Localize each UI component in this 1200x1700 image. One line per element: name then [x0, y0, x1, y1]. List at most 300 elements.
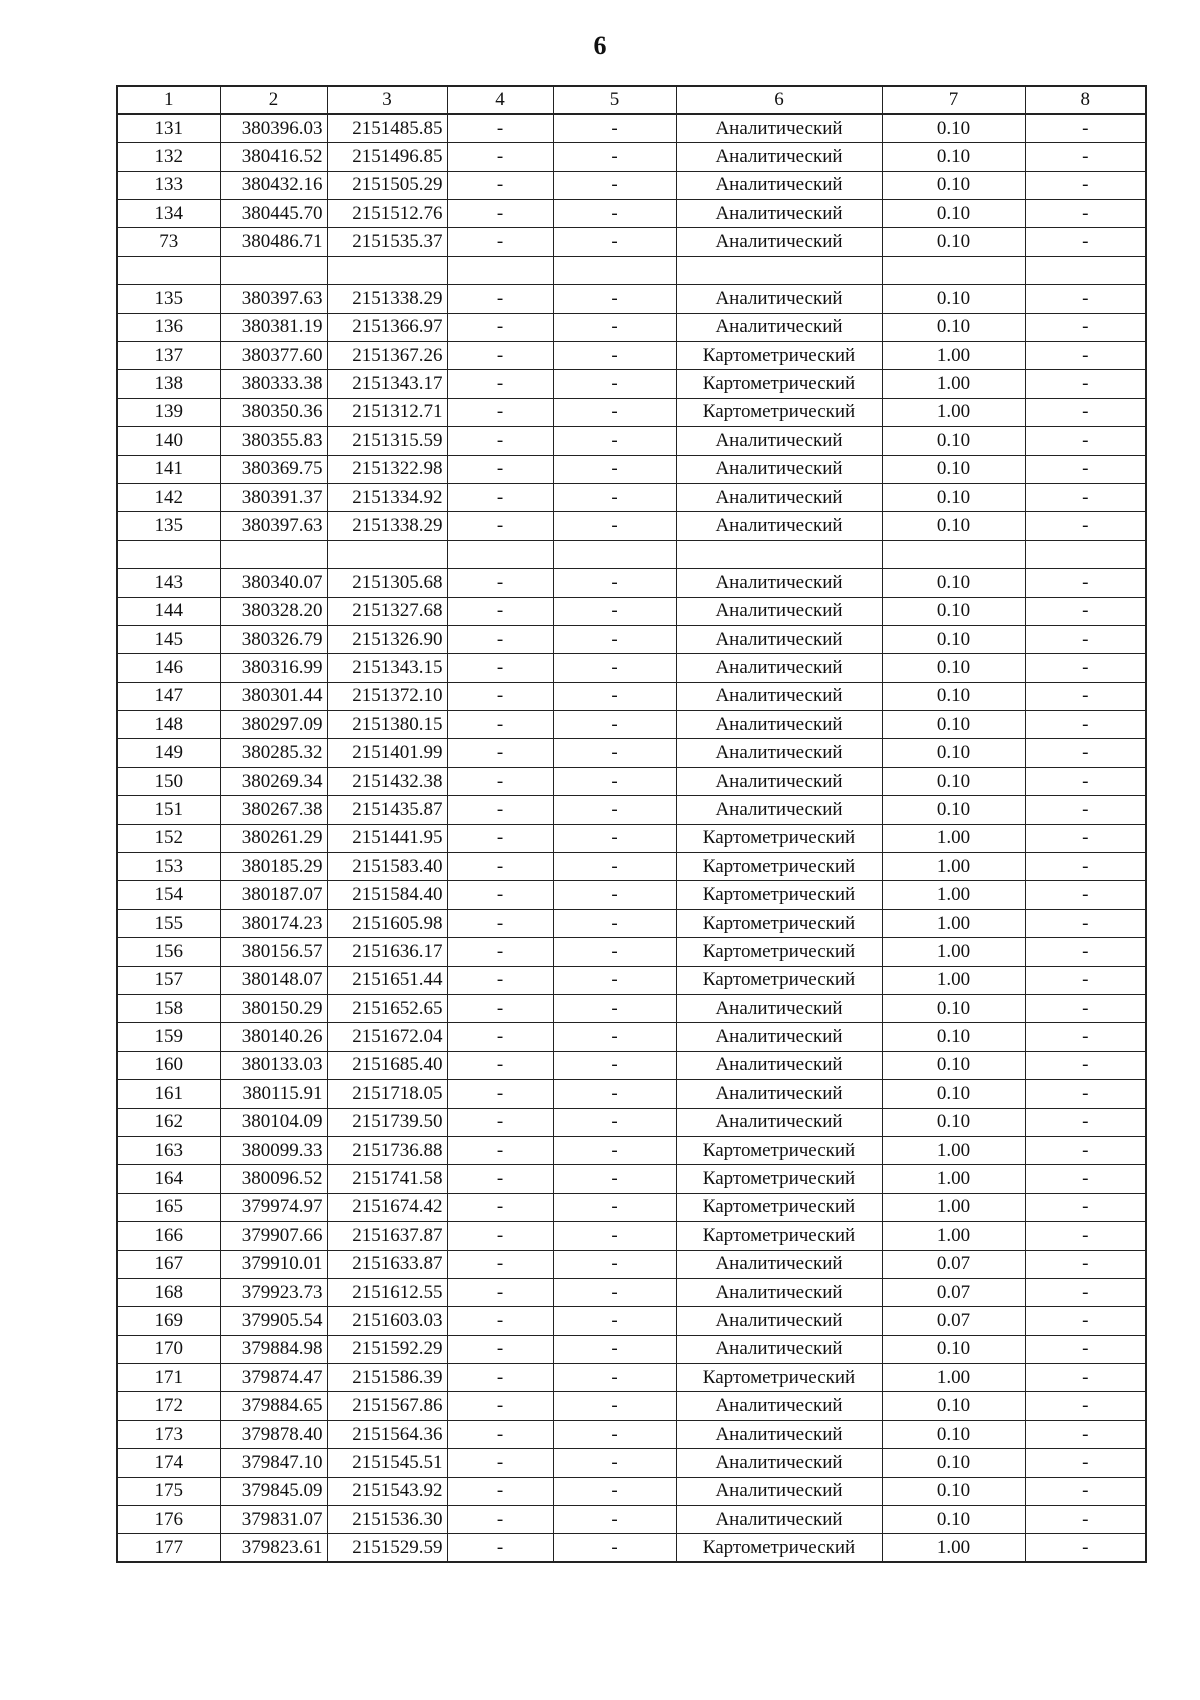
table-row: [117, 1108, 1146, 1136]
accuracy-cell: 0.10: [882, 739, 1025, 767]
table-row: [117, 767, 1146, 795]
col-8-value-cell: -: [1025, 909, 1146, 937]
col-5-value-cell: -: [553, 1278, 676, 1306]
x-coordinate-cell: 380104.09: [220, 1108, 327, 1136]
method-cell: Аналитический: [676, 597, 882, 625]
col-4-value-cell: -: [447, 711, 553, 739]
point-number-cell: 150: [117, 767, 220, 795]
y-coordinate-cell: 2151736.88: [327, 1136, 447, 1164]
table-row: [117, 398, 1146, 426]
col-5-value-cell: -: [553, 1250, 676, 1278]
y-coordinate-cell: 2151583.40: [327, 853, 447, 881]
table-row: [117, 228, 1146, 256]
col-4-value-cell: -: [447, 1108, 553, 1136]
accuracy-cell: 0.10: [882, 1023, 1025, 1051]
table-row: [117, 483, 1146, 511]
accuracy-cell: 0.10: [882, 711, 1025, 739]
col-4-value-cell: -: [447, 1165, 553, 1193]
x-coordinate-cell: 380156.57: [220, 938, 327, 966]
col-4-value-cell: -: [447, 1449, 553, 1477]
y-coordinate-cell: 2151605.98: [327, 909, 447, 937]
method-cell: Аналитический: [676, 1278, 882, 1306]
table-row: [117, 114, 1146, 142]
accuracy-cell: 1.00: [882, 370, 1025, 398]
col-4-value-cell: -: [447, 796, 553, 824]
x-coordinate-cell: 379974.97: [220, 1193, 327, 1221]
y-coordinate-cell: 2151652.65: [327, 995, 447, 1023]
method-cell: Картометрический: [676, 342, 882, 370]
col-4-value-cell: -: [447, 1193, 553, 1221]
point-number-cell: 153: [117, 853, 220, 881]
column-header: 6: [676, 86, 882, 114]
y-coordinate-cell: 2151636.17: [327, 938, 447, 966]
col-5-value-cell: -: [553, 1108, 676, 1136]
y-coordinate-cell: 2151326.90: [327, 625, 447, 653]
col-5-value-cell: -: [553, 1335, 676, 1363]
col-5-value-cell: -: [553, 313, 676, 341]
col-4-value-cell: -: [447, 1392, 553, 1420]
col-4-value-cell: -: [447, 1023, 553, 1051]
x-coordinate-cell: 380269.34: [220, 767, 327, 795]
method-cell: Картометрический: [676, 853, 882, 881]
table-row: [117, 824, 1146, 852]
method-cell: Аналитический: [676, 1477, 882, 1505]
table-row: [117, 1193, 1146, 1221]
col-4-value-cell: -: [447, 143, 553, 171]
accuracy-cell: 0.10: [882, 200, 1025, 228]
col-8-value-cell: -: [1025, 313, 1146, 341]
point-number-cell: 172: [117, 1392, 220, 1420]
point-number-cell: 147: [117, 682, 220, 710]
x-coordinate-cell: 380486.71: [220, 228, 327, 256]
x-coordinate-cell: 379905.54: [220, 1307, 327, 1335]
col-4-value-cell: -: [447, 966, 553, 994]
accuracy-cell: 0.10: [882, 625, 1025, 653]
col-8-value-cell: -: [1025, 1364, 1146, 1392]
col-5-value-cell: -: [553, 1506, 676, 1534]
x-coordinate-cell: 380397.63: [220, 285, 327, 313]
y-coordinate-cell: 2151401.99: [327, 739, 447, 767]
col-8-value-cell: -: [1025, 1222, 1146, 1250]
col-4-value-cell: [447, 540, 553, 568]
col-4-value-cell: -: [447, 1364, 553, 1392]
col-8-value-cell: -: [1025, 1278, 1146, 1306]
x-coordinate-cell: 380133.03: [220, 1051, 327, 1079]
accuracy-cell: 1.00: [882, 909, 1025, 937]
col-5-value-cell: -: [553, 114, 676, 142]
col-8-value-cell: -: [1025, 483, 1146, 511]
col-8-value-cell: -: [1025, 1165, 1146, 1193]
col-4-value-cell: -: [447, 114, 553, 142]
table-row: [117, 1165, 1146, 1193]
method-cell: Аналитический: [676, 654, 882, 682]
accuracy-cell: 0.07: [882, 1278, 1025, 1306]
accuracy-cell: 0.10: [882, 285, 1025, 313]
y-coordinate-cell: 2151322.98: [327, 455, 447, 483]
table-row: [117, 200, 1146, 228]
method-cell: Аналитический: [676, 285, 882, 313]
col-8-value-cell: -: [1025, 1051, 1146, 1079]
accuracy-cell: 1.00: [882, 1222, 1025, 1250]
accuracy-cell: 0.10: [882, 995, 1025, 1023]
accuracy-cell: 1.00: [882, 1136, 1025, 1164]
table-row: [117, 427, 1146, 455]
y-coordinate-cell: 2151512.76: [327, 200, 447, 228]
x-coordinate-cell: 380391.37: [220, 483, 327, 511]
x-coordinate-cell: 380187.07: [220, 881, 327, 909]
accuracy-cell: 1.00: [882, 966, 1025, 994]
x-coordinate-cell: 380140.26: [220, 1023, 327, 1051]
table-row: [117, 909, 1146, 937]
x-coordinate-cell: 379845.09: [220, 1477, 327, 1505]
accuracy-cell: [882, 256, 1025, 284]
y-coordinate-cell: 2151564.36: [327, 1420, 447, 1448]
method-cell: Картометрический: [676, 1193, 882, 1221]
table-row: [117, 1136, 1146, 1164]
y-coordinate-cell: 2151674.42: [327, 1193, 447, 1221]
method-cell: Картометрический: [676, 881, 882, 909]
col-4-value-cell: -: [447, 995, 553, 1023]
col-5-value-cell: -: [553, 796, 676, 824]
y-coordinate-cell: 2151741.58: [327, 1165, 447, 1193]
y-coordinate-cell: 2151334.92: [327, 483, 447, 511]
y-coordinate-cell: 2151672.04: [327, 1023, 447, 1051]
accuracy-cell: 0.10: [882, 767, 1025, 795]
method-cell: [676, 256, 882, 284]
method-cell: Аналитический: [676, 483, 882, 511]
method-cell: Аналитический: [676, 1023, 882, 1051]
y-coordinate-cell: 2151327.68: [327, 597, 447, 625]
col-8-value-cell: -: [1025, 370, 1146, 398]
accuracy-cell: 0.10: [882, 313, 1025, 341]
column-header: 1: [117, 86, 220, 114]
x-coordinate-cell: 380185.29: [220, 853, 327, 881]
method-cell: Картометрический: [676, 824, 882, 852]
y-coordinate-cell: 2151305.68: [327, 569, 447, 597]
col-8-value-cell: -: [1025, 625, 1146, 653]
col-4-value-cell: -: [447, 1506, 553, 1534]
accuracy-cell: 0.10: [882, 796, 1025, 824]
col-8-value-cell: -: [1025, 767, 1146, 795]
table-row: [117, 285, 1146, 313]
col-4-value-cell: -: [447, 881, 553, 909]
accuracy-cell: 1.00: [882, 938, 1025, 966]
table-row: [117, 796, 1146, 824]
col-4-value-cell: -: [447, 1278, 553, 1306]
point-number-cell: 141: [117, 455, 220, 483]
col-8-value-cell: -: [1025, 228, 1146, 256]
x-coordinate-cell: 380355.83: [220, 427, 327, 455]
point-number-cell: 158: [117, 995, 220, 1023]
x-coordinate-cell: 380115.91: [220, 1080, 327, 1108]
col-8-value-cell: -: [1025, 455, 1146, 483]
col-4-value-cell: -: [447, 1307, 553, 1335]
method-cell: Аналитический: [676, 1108, 882, 1136]
table-header: [117, 86, 1146, 114]
table-row: [117, 455, 1146, 483]
table-row: [117, 881, 1146, 909]
accuracy-cell: 0.10: [882, 228, 1025, 256]
accuracy-cell: 1.00: [882, 881, 1025, 909]
point-number-cell: 142: [117, 483, 220, 511]
y-coordinate-cell: 2151380.15: [327, 711, 447, 739]
point-number-cell: 163: [117, 1136, 220, 1164]
accuracy-cell: 0.10: [882, 569, 1025, 597]
col-8-value-cell: -: [1025, 1023, 1146, 1051]
col-4-value-cell: -: [447, 1477, 553, 1505]
col-8-value-cell: -: [1025, 1449, 1146, 1477]
col-5-value-cell: -: [553, 455, 676, 483]
y-coordinate-cell: 2151338.29: [327, 512, 447, 540]
col-5-value-cell: -: [553, 711, 676, 739]
table-row: [117, 1477, 1146, 1505]
accuracy-cell: 0.10: [882, 1051, 1025, 1079]
column-header: 7: [882, 86, 1025, 114]
table-row: [117, 597, 1146, 625]
col-8-value-cell: -: [1025, 739, 1146, 767]
y-coordinate-cell: 2151545.51: [327, 1449, 447, 1477]
point-number-cell: 175: [117, 1477, 220, 1505]
y-coordinate-cell: 2151543.92: [327, 1477, 447, 1505]
method-cell: Аналитический: [676, 1080, 882, 1108]
col-4-value-cell: -: [447, 1250, 553, 1278]
col-8-value-cell: -: [1025, 711, 1146, 739]
y-coordinate-cell: 2151739.50: [327, 1108, 447, 1136]
table-row: [117, 256, 1146, 284]
point-number-cell: 162: [117, 1108, 220, 1136]
table-row: [117, 654, 1146, 682]
table-row: [117, 171, 1146, 199]
x-coordinate-cell: 380261.29: [220, 824, 327, 852]
point-number-cell: 138: [117, 370, 220, 398]
y-coordinate-cell: 2151441.95: [327, 824, 447, 852]
x-coordinate-cell: 380148.07: [220, 966, 327, 994]
col-4-value-cell: -: [447, 1222, 553, 1250]
point-number-cell: 152: [117, 824, 220, 852]
method-cell: Картометрический: [676, 1222, 882, 1250]
table-row: [117, 853, 1146, 881]
x-coordinate-cell: [220, 540, 327, 568]
col-8-value-cell: -: [1025, 938, 1146, 966]
col-8-value-cell: -: [1025, 427, 1146, 455]
accuracy-cell: 0.10: [882, 1477, 1025, 1505]
col-5-value-cell: -: [553, 881, 676, 909]
x-coordinate-cell: 380297.09: [220, 711, 327, 739]
method-cell: Аналитический: [676, 682, 882, 710]
col-8-value-cell: -: [1025, 1136, 1146, 1164]
col-8-value-cell: -: [1025, 1392, 1146, 1420]
y-coordinate-cell: 2151567.86: [327, 1392, 447, 1420]
x-coordinate-cell: 379923.73: [220, 1278, 327, 1306]
col-4-value-cell: -: [447, 654, 553, 682]
table-row: [117, 370, 1146, 398]
y-coordinate-cell: 2151432.38: [327, 767, 447, 795]
col-5-value-cell: -: [553, 171, 676, 199]
y-coordinate-cell: 2151685.40: [327, 1051, 447, 1079]
col-8-value-cell: -: [1025, 1250, 1146, 1278]
col-8-value-cell: -: [1025, 1506, 1146, 1534]
x-coordinate-cell: 379847.10: [220, 1449, 327, 1477]
col-5-value-cell: -: [553, 1193, 676, 1221]
x-coordinate-cell: 379874.47: [220, 1364, 327, 1392]
col-5-value-cell: -: [553, 597, 676, 625]
table-row: [117, 966, 1146, 994]
y-coordinate-cell: 2151372.10: [327, 682, 447, 710]
col-8-value-cell: -: [1025, 654, 1146, 682]
col-5-value-cell: -: [553, 1080, 676, 1108]
col-8-value-cell: -: [1025, 1534, 1146, 1562]
x-coordinate-cell: 380267.38: [220, 796, 327, 824]
y-coordinate-cell: 2151366.97: [327, 313, 447, 341]
col-8-value-cell: -: [1025, 1193, 1146, 1221]
col-8-value-cell: -: [1025, 114, 1146, 142]
method-cell: Аналитический: [676, 1051, 882, 1079]
x-coordinate-cell: 380096.52: [220, 1165, 327, 1193]
col-5-value-cell: -: [553, 966, 676, 994]
col-5-value-cell: [553, 540, 676, 568]
point-number-cell: 177: [117, 1534, 220, 1562]
y-coordinate-cell: 2151586.39: [327, 1364, 447, 1392]
col-4-value-cell: -: [447, 171, 553, 199]
y-coordinate-cell: 2151651.44: [327, 966, 447, 994]
x-coordinate-cell: 380432.16: [220, 171, 327, 199]
col-8-value-cell: -: [1025, 143, 1146, 171]
column-header: 4: [447, 86, 553, 114]
col-4-value-cell: -: [447, 427, 553, 455]
col-5-value-cell: -: [553, 370, 676, 398]
y-coordinate-cell: 2151603.03: [327, 1307, 447, 1335]
method-cell: Картометрический: [676, 966, 882, 994]
col-4-value-cell: -: [447, 455, 553, 483]
col-8-value-cell: -: [1025, 1080, 1146, 1108]
point-number-cell: 161: [117, 1080, 220, 1108]
point-number-cell: 73: [117, 228, 220, 256]
x-coordinate-cell: 380099.33: [220, 1136, 327, 1164]
point-number-cell: [117, 256, 220, 284]
y-coordinate-cell: 2151718.05: [327, 1080, 447, 1108]
point-number-cell: [117, 540, 220, 568]
y-coordinate-cell: 2151529.59: [327, 1534, 447, 1562]
col-8-value-cell: [1025, 540, 1146, 568]
x-coordinate-cell: 380326.79: [220, 625, 327, 653]
page-number: 6: [593, 31, 607, 60]
col-5-value-cell: -: [553, 285, 676, 313]
y-coordinate-cell: 2151637.87: [327, 1222, 447, 1250]
col-8-value-cell: -: [1025, 995, 1146, 1023]
x-coordinate-cell: 379907.66: [220, 1222, 327, 1250]
point-number-cell: 155: [117, 909, 220, 937]
col-8-value-cell: -: [1025, 569, 1146, 597]
col-8-value-cell: -: [1025, 285, 1146, 313]
col-5-value-cell: -: [553, 1136, 676, 1164]
col-5-value-cell: -: [553, 995, 676, 1023]
y-coordinate-cell: 2151338.29: [327, 285, 447, 313]
accuracy-cell: 0.10: [882, 654, 1025, 682]
method-cell: Аналитический: [676, 1307, 882, 1335]
accuracy-cell: 0.10: [882, 1108, 1025, 1136]
table-row: [117, 313, 1146, 341]
col-5-value-cell: -: [553, 1051, 676, 1079]
y-coordinate-cell: [327, 540, 447, 568]
x-coordinate-cell: 380397.63: [220, 512, 327, 540]
col-8-value-cell: -: [1025, 512, 1146, 540]
x-coordinate-cell: 380350.36: [220, 398, 327, 426]
point-number-cell: 159: [117, 1023, 220, 1051]
col-5-value-cell: -: [553, 1420, 676, 1448]
col-8-value-cell: -: [1025, 171, 1146, 199]
col-5-value-cell: -: [553, 569, 676, 597]
method-cell: Картометрический: [676, 1364, 882, 1392]
accuracy-cell: 0.07: [882, 1250, 1025, 1278]
table-row: [117, 1506, 1146, 1534]
y-coordinate-cell: [327, 256, 447, 284]
point-number-cell: 168: [117, 1278, 220, 1306]
col-8-value-cell: -: [1025, 1307, 1146, 1335]
col-4-value-cell: -: [447, 625, 553, 653]
col-8-value-cell: -: [1025, 796, 1146, 824]
accuracy-cell: 0.10: [882, 597, 1025, 625]
col-4-value-cell: -: [447, 682, 553, 710]
method-cell: Аналитический: [676, 767, 882, 795]
method-cell: Аналитический: [676, 143, 882, 171]
accuracy-cell: 1.00: [882, 1193, 1025, 1221]
col-8-value-cell: -: [1025, 1108, 1146, 1136]
method-cell: Аналитический: [676, 796, 882, 824]
method-cell: Аналитический: [676, 711, 882, 739]
column-header: 2: [220, 86, 327, 114]
point-number-cell: 160: [117, 1051, 220, 1079]
method-cell: Картометрический: [676, 370, 882, 398]
header-row: [117, 86, 1146, 114]
table-row: [117, 569, 1146, 597]
col-4-value-cell: -: [447, 938, 553, 966]
point-number-cell: 139: [117, 398, 220, 426]
method-cell: Аналитический: [676, 569, 882, 597]
col-5-value-cell: -: [553, 1307, 676, 1335]
x-coordinate-cell: 380301.44: [220, 682, 327, 710]
accuracy-cell: 0.10: [882, 171, 1025, 199]
method-cell: Аналитический: [676, 1335, 882, 1363]
y-coordinate-cell: 2151343.17: [327, 370, 447, 398]
col-5-value-cell: -: [553, 1222, 676, 1250]
col-4-value-cell: -: [447, 1335, 553, 1363]
point-number-cell: 134: [117, 200, 220, 228]
table-row: [117, 1534, 1146, 1562]
col-4-value-cell: -: [447, 200, 553, 228]
point-number-cell: 140: [117, 427, 220, 455]
col-4-value-cell: [447, 256, 553, 284]
col-8-value-cell: -: [1025, 1335, 1146, 1363]
y-coordinate-cell: 2151584.40: [327, 881, 447, 909]
accuracy-cell: [882, 540, 1025, 568]
y-coordinate-cell: 2151496.85: [327, 143, 447, 171]
col-4-value-cell: -: [447, 342, 553, 370]
point-number-cell: 149: [117, 739, 220, 767]
point-number-cell: 157: [117, 966, 220, 994]
x-coordinate-cell: 379831.07: [220, 1506, 327, 1534]
point-number-cell: 173: [117, 1420, 220, 1448]
point-number-cell: 151: [117, 796, 220, 824]
point-number-cell: 148: [117, 711, 220, 739]
accuracy-cell: 1.00: [882, 1364, 1025, 1392]
col-8-value-cell: [1025, 256, 1146, 284]
y-coordinate-cell: 2151612.55: [327, 1278, 447, 1306]
x-coordinate-cell: 380340.07: [220, 569, 327, 597]
accuracy-cell: 0.10: [882, 1392, 1025, 1420]
table-row: [117, 1051, 1146, 1079]
col-8-value-cell: -: [1025, 342, 1146, 370]
accuracy-cell: 0.10: [882, 455, 1025, 483]
